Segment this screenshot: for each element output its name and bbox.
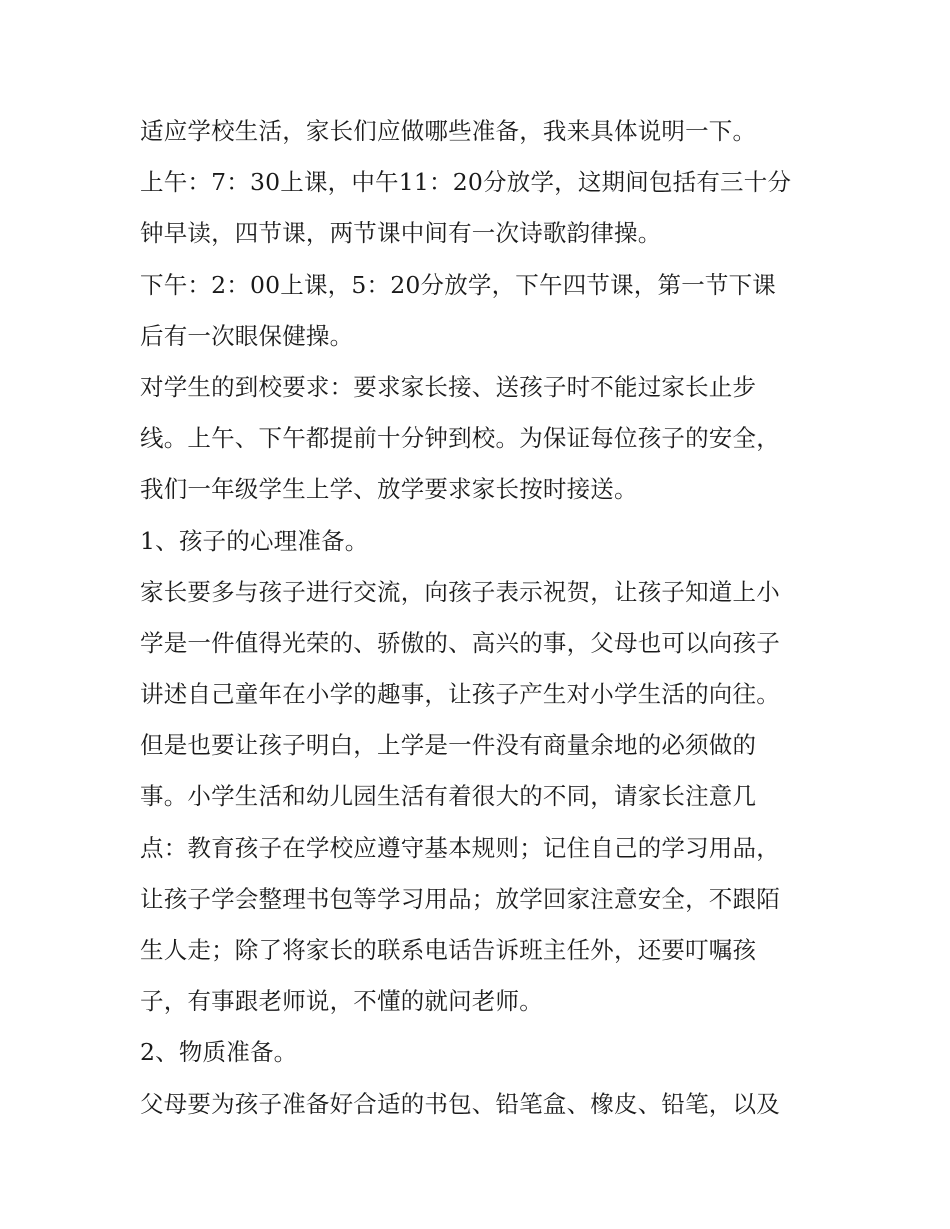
text-line: 但是也要让孩子明白，上学是一件没有商量余地的必须做的: [140, 731, 757, 760]
text-line: 让孩子学会整理书包等学习用品；放学回家注意安全，不跟陌: [140, 884, 780, 913]
text-line: 我们一年级学生上学、放学要求家长按时接送。: [140, 475, 638, 504]
section-heading: 1、孩子的心理准备。: [140, 526, 369, 555]
text-line: 上午：7：30上课，中午11：20分放学，这期间包括有三十分: [140, 168, 792, 197]
text-line: 子，有事跟老师说，不懂的就问老师。: [140, 987, 543, 1016]
text-line: 生人走；除了将家长的联系电话告诉班主任外，还要叮嘱孩: [140, 936, 757, 964]
text-line: 下午：2：00上课，5：20分放学，下午四节课，第一节下课: [140, 270, 777, 299]
text-line: 线。上午、下午都提前十分钟到校。为保证每位孩子的安全，: [140, 424, 780, 453]
text-line: 适应学校生活，家长们应做哪些准备，我来具体说明一下。: [140, 117, 757, 145]
text-line: 钟早读，四节课，两节课中间有一次诗歌韵律操。: [140, 219, 662, 248]
text-line: 父母要为孩子准备好合适的书包、铅笔盒、橡皮、铅笔，以及: [140, 1089, 780, 1118]
text-line: 点：教育孩子在学校应遵守基本规则；记住自己的学习用品，: [140, 833, 780, 862]
text-line: 对学生的到校要求：要求家长接、送孩子时不能过家长止步: [140, 372, 757, 401]
text-line: 后有一次眼保健操。: [140, 321, 354, 350]
document-body: [140, 106, 820, 1130]
section-heading: 2、物质准备。: [140, 1038, 298, 1067]
text-line: 讲述自己童年在小学的趣事，让孩子产生对小学生活的向往。: [140, 680, 780, 709]
text-line: 学是一件值得光荣的、骄傲的、高兴的事，父母也可以向孩子: [140, 628, 780, 657]
text-line: 事。小学生活和幼儿园生活有着很大的不同，请家长注意几: [140, 782, 757, 811]
text-line: 家长要多与孩子进行交流，向孩子表示祝贺，让孩子知道上小: [140, 577, 780, 606]
